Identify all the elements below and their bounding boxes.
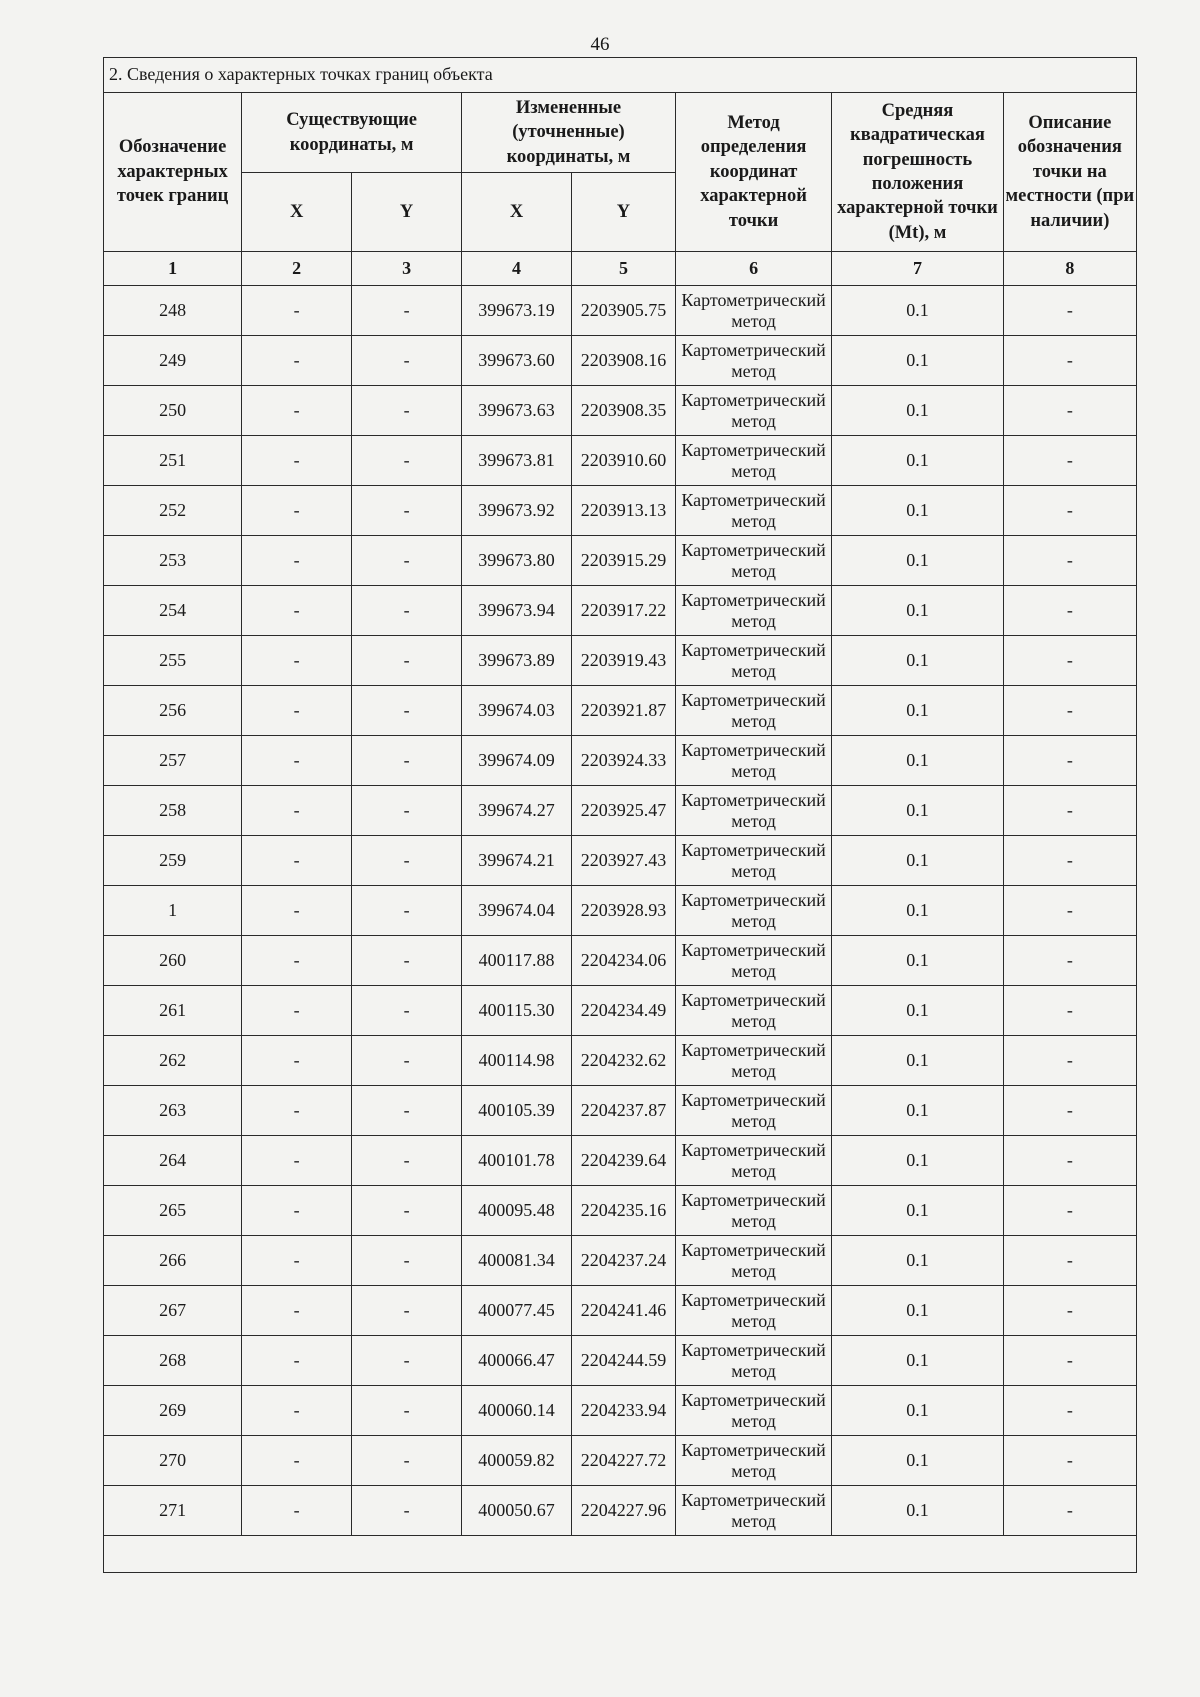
existing-x-cell: - — [242, 486, 352, 536]
existing-y-cell: - — [352, 1036, 462, 1086]
error-cell: 0.1 — [832, 1186, 1003, 1236]
existing-x-cell: - — [242, 786, 352, 836]
existing-x-cell: - — [242, 1186, 352, 1236]
description-cell: - — [1003, 436, 1136, 486]
error-cell: 0.1 — [832, 786, 1003, 836]
description-cell: - — [1003, 1236, 1136, 1286]
description-cell: - — [1003, 936, 1136, 986]
method-cell: Картометрический метод — [675, 1186, 831, 1236]
existing-y-cell: - — [352, 1186, 462, 1236]
changed-x-cell: 400105.39 — [462, 1086, 572, 1136]
point-id-cell: 1 — [104, 886, 242, 936]
changed-x-cell: 399674.09 — [462, 736, 572, 786]
table-row — [104, 1036, 1137, 1086]
table-row — [104, 886, 1137, 936]
error-cell: 0.1 — [832, 1436, 1003, 1486]
changed-y-cell: 2204237.87 — [572, 1086, 676, 1136]
method-cell: Картометрический метод — [675, 586, 831, 636]
method-cell: Картометрический метод — [675, 686, 831, 736]
description-cell: - — [1003, 886, 1136, 936]
point-id-cell: 251 — [104, 436, 242, 486]
error-cell: 0.1 — [832, 586, 1003, 636]
error-cell: 0.1 — [832, 836, 1003, 886]
point-id-cell: 267 — [104, 1286, 242, 1336]
existing-y-cell: - — [352, 1236, 462, 1286]
table-row — [104, 686, 1137, 736]
table-row — [104, 1236, 1137, 1286]
existing-y-cell: - — [352, 1086, 462, 1136]
description-cell: - — [1003, 586, 1136, 636]
point-id-cell: 269 — [104, 1386, 242, 1436]
header-changed-y: Y — [572, 173, 676, 252]
point-id-cell: 265 — [104, 1186, 242, 1236]
description-cell: - — [1003, 536, 1136, 586]
column-number-row — [104, 252, 1137, 286]
column-number: 8 — [1003, 252, 1136, 286]
error-cell: 0.1 — [832, 386, 1003, 436]
changed-y-cell: 2203921.87 — [572, 686, 676, 736]
description-cell: - — [1003, 836, 1136, 886]
changed-x-cell: 399673.19 — [462, 286, 572, 336]
header-existing-y: Y — [352, 173, 462, 252]
table-row — [104, 386, 1137, 436]
existing-x-cell: - — [242, 836, 352, 886]
header-error: Средняя квадратическая погрешность положения характерной точки (Mt), м — [832, 93, 1003, 252]
existing-y-cell: - — [352, 386, 462, 436]
table-row — [104, 336, 1137, 386]
error-cell: 0.1 — [832, 1286, 1003, 1336]
header-existing-coordinates: Существующие координаты, м — [242, 93, 462, 173]
changed-x-cell: 400114.98 — [462, 1036, 572, 1086]
changed-x-cell: 400059.82 — [462, 1436, 572, 1486]
method-cell: Картометрический метод — [675, 1336, 831, 1386]
method-cell: Картометрический метод — [675, 786, 831, 836]
error-cell: 0.1 — [832, 686, 1003, 736]
existing-x-cell: - — [242, 1086, 352, 1136]
error-cell: 0.1 — [832, 1486, 1003, 1536]
table-row — [104, 1186, 1137, 1236]
column-number: 1 — [104, 252, 242, 286]
table-row — [104, 586, 1137, 636]
changed-x-cell: 399673.63 — [462, 386, 572, 436]
existing-x-cell: - — [242, 1486, 352, 1536]
existing-x-cell: - — [242, 936, 352, 986]
changed-y-cell: 2204239.64 — [572, 1136, 676, 1186]
table-row — [104, 736, 1137, 786]
existing-y-cell: - — [352, 1136, 462, 1186]
existing-y-cell: - — [352, 1486, 462, 1536]
existing-y-cell: - — [352, 536, 462, 586]
existing-x-cell: - — [242, 1136, 352, 1186]
point-id-cell: 253 — [104, 536, 242, 586]
method-cell: Картометрический метод — [675, 636, 831, 686]
empty-footer-cell — [104, 1536, 1137, 1573]
table-row — [104, 636, 1137, 686]
column-number: 6 — [675, 252, 831, 286]
changed-x-cell: 399674.03 — [462, 686, 572, 736]
existing-y-cell: - — [352, 836, 462, 886]
column-number: 2 — [242, 252, 352, 286]
existing-y-cell: - — [352, 486, 462, 536]
existing-x-cell: - — [242, 986, 352, 1036]
existing-y-cell: - — [352, 686, 462, 736]
error-cell: 0.1 — [832, 1336, 1003, 1386]
column-number: 5 — [572, 252, 676, 286]
existing-x-cell: - — [242, 386, 352, 436]
changed-x-cell: 399674.27 — [462, 786, 572, 836]
method-cell: Картометрический метод — [675, 886, 831, 936]
method-cell: Картометрический метод — [675, 1436, 831, 1486]
method-cell: Картометрический метод — [675, 486, 831, 536]
point-id-cell: 256 — [104, 686, 242, 736]
description-cell: - — [1003, 986, 1136, 1036]
changed-x-cell: 399673.81 — [462, 436, 572, 486]
existing-x-cell: - — [242, 586, 352, 636]
changed-y-cell: 2203919.43 — [572, 636, 676, 686]
error-cell: 0.1 — [832, 1136, 1003, 1186]
changed-x-cell: 399673.92 — [462, 486, 572, 536]
method-cell: Картометрический метод — [675, 1386, 831, 1436]
table-footer-row — [104, 1536, 1137, 1573]
changed-x-cell: 400115.30 — [462, 986, 572, 1036]
changed-y-cell: 2203905.75 — [572, 286, 676, 336]
error-cell: 0.1 — [832, 936, 1003, 986]
description-cell: - — [1003, 1286, 1136, 1336]
description-cell: - — [1003, 636, 1136, 686]
method-cell: Картометрический метод — [675, 986, 831, 1036]
table-row — [104, 436, 1137, 486]
description-cell: - — [1003, 336, 1136, 386]
changed-y-cell: 2203928.93 — [572, 886, 676, 936]
existing-x-cell: - — [242, 1436, 352, 1486]
changed-y-cell: 2204227.72 — [572, 1436, 676, 1486]
table-row — [104, 1286, 1137, 1336]
error-cell: 0.1 — [832, 286, 1003, 336]
method-cell: Картометрический метод — [675, 536, 831, 586]
error-cell: 0.1 — [832, 1386, 1003, 1436]
table-row — [104, 786, 1137, 836]
description-cell: - — [1003, 786, 1136, 836]
description-cell: - — [1003, 486, 1136, 536]
table-row — [104, 1436, 1137, 1486]
existing-y-cell: - — [352, 336, 462, 386]
column-number: 3 — [352, 252, 462, 286]
section-title: 2. Сведения о характерных точках границ объекта — [104, 58, 1137, 93]
changed-x-cell: 399673.80 — [462, 536, 572, 586]
table-row — [104, 1386, 1137, 1436]
method-cell: Картометрический метод — [675, 736, 831, 786]
description-cell: - — [1003, 1386, 1136, 1436]
changed-x-cell: 400095.48 — [462, 1186, 572, 1236]
existing-x-cell: - — [242, 1236, 352, 1286]
changed-y-cell: 2204237.24 — [572, 1236, 676, 1286]
table-row — [104, 936, 1137, 986]
changed-x-cell: 400060.14 — [462, 1386, 572, 1436]
existing-y-cell: - — [352, 436, 462, 486]
error-cell: 0.1 — [832, 536, 1003, 586]
existing-x-cell: - — [242, 886, 352, 936]
changed-y-cell: 2204234.49 — [572, 986, 676, 1036]
error-cell: 0.1 — [832, 736, 1003, 786]
changed-y-cell: 2203925.47 — [572, 786, 676, 836]
method-cell: Картометрический метод — [675, 1086, 831, 1136]
header-changed-x: X — [462, 173, 572, 252]
column-number: 4 — [462, 252, 572, 286]
method-cell: Картометрический метод — [675, 286, 831, 336]
changed-y-cell: 2204233.94 — [572, 1386, 676, 1436]
table-row — [104, 1136, 1137, 1186]
existing-y-cell: - — [352, 586, 462, 636]
method-cell: Картометрический метод — [675, 336, 831, 386]
existing-x-cell: - — [242, 1336, 352, 1386]
point-id-cell: 263 — [104, 1086, 242, 1136]
existing-y-cell: - — [352, 786, 462, 836]
point-id-cell: 257 — [104, 736, 242, 786]
description-cell: - — [1003, 1336, 1136, 1386]
changed-x-cell: 400077.45 — [462, 1286, 572, 1336]
method-cell: Картометрический метод — [675, 1236, 831, 1286]
description-cell: - — [1003, 1436, 1136, 1486]
existing-y-cell: - — [352, 1286, 462, 1336]
method-cell: Картометрический метод — [675, 936, 831, 986]
header-method: Метод определения координат характерной точки — [675, 93, 831, 252]
error-cell: 0.1 — [832, 1236, 1003, 1286]
existing-y-cell: - — [352, 736, 462, 786]
point-id-cell: 270 — [104, 1436, 242, 1486]
changed-x-cell: 400117.88 — [462, 936, 572, 986]
point-id-cell: 252 — [104, 486, 242, 536]
changed-y-cell: 2203924.33 — [572, 736, 676, 786]
description-cell: - — [1003, 736, 1136, 786]
existing-x-cell: - — [242, 286, 352, 336]
point-id-cell: 259 — [104, 836, 242, 886]
description-cell: - — [1003, 1136, 1136, 1186]
existing-y-cell: - — [352, 986, 462, 1036]
existing-x-cell: - — [242, 1286, 352, 1336]
existing-y-cell: - — [352, 1386, 462, 1436]
changed-y-cell: 2203910.60 — [572, 436, 676, 486]
existing-y-cell: - — [352, 1436, 462, 1486]
point-id-cell: 262 — [104, 1036, 242, 1086]
existing-x-cell: - — [242, 1036, 352, 1086]
page-number: 46 — [590, 34, 610, 55]
existing-y-cell: - — [352, 286, 462, 336]
header-changed-coordinates: Измененные (уточненные) координаты, м — [462, 93, 676, 173]
changed-x-cell: 399674.04 — [462, 886, 572, 936]
existing-x-cell: - — [242, 636, 352, 686]
method-cell: Картометрический метод — [675, 1136, 831, 1186]
error-cell: 0.1 — [832, 486, 1003, 536]
method-cell: Картометрический метод — [675, 1036, 831, 1086]
error-cell: 0.1 — [832, 336, 1003, 386]
description-cell: - — [1003, 1036, 1136, 1086]
table-row — [104, 986, 1137, 1036]
description-cell: - — [1003, 1086, 1136, 1136]
error-cell: 0.1 — [832, 636, 1003, 686]
existing-x-cell: - — [242, 1386, 352, 1436]
method-cell: Картометрический метод — [675, 386, 831, 436]
existing-x-cell: - — [242, 536, 352, 586]
method-cell: Картометрический метод — [675, 436, 831, 486]
point-id-cell: 250 — [104, 386, 242, 436]
point-id-cell: 264 — [104, 1136, 242, 1186]
changed-y-cell: 2204235.16 — [572, 1186, 676, 1236]
error-cell: 0.1 — [832, 986, 1003, 1036]
table-row — [104, 1336, 1137, 1386]
changed-x-cell: 399673.94 — [462, 586, 572, 636]
method-cell: Картометрический метод — [675, 1286, 831, 1336]
error-cell: 0.1 — [832, 1036, 1003, 1086]
point-id-cell: 248 — [104, 286, 242, 336]
changed-y-cell: 2203908.16 — [572, 336, 676, 386]
method-cell: Картометрический метод — [675, 1486, 831, 1536]
point-id-cell: 249 — [104, 336, 242, 386]
changed-x-cell: 400081.34 — [462, 1236, 572, 1286]
existing-y-cell: - — [352, 636, 462, 686]
changed-y-cell: 2203908.35 — [572, 386, 676, 436]
point-id-cell: 260 — [104, 936, 242, 986]
changed-y-cell: 2204234.06 — [572, 936, 676, 986]
changed-y-cell: 2204227.96 — [572, 1486, 676, 1536]
method-cell: Картометрический метод — [675, 836, 831, 886]
changed-x-cell: 399673.89 — [462, 636, 572, 686]
point-id-cell: 261 — [104, 986, 242, 1036]
existing-x-cell: - — [242, 336, 352, 386]
changed-x-cell: 400101.78 — [462, 1136, 572, 1186]
changed-y-cell: 2203917.22 — [572, 586, 676, 636]
error-cell: 0.1 — [832, 1086, 1003, 1136]
existing-x-cell: - — [242, 686, 352, 736]
table-row — [104, 1486, 1137, 1536]
table-row — [104, 1086, 1137, 1136]
description-cell: - — [1003, 686, 1136, 736]
header-designation: Обозначение характерных точек границ — [104, 93, 242, 252]
point-id-cell: 258 — [104, 786, 242, 836]
existing-y-cell: - — [352, 936, 462, 986]
existing-y-cell: - — [352, 886, 462, 936]
error-cell: 0.1 — [832, 436, 1003, 486]
table-row — [104, 536, 1137, 586]
changed-x-cell: 399673.60 — [462, 336, 572, 386]
changed-y-cell: 2203927.43 — [572, 836, 676, 886]
point-id-cell: 266 — [104, 1236, 242, 1286]
existing-x-cell: - — [242, 736, 352, 786]
table-row — [104, 836, 1137, 886]
description-cell: - — [1003, 1486, 1136, 1536]
table-row — [104, 486, 1137, 536]
point-id-cell: 271 — [104, 1486, 242, 1536]
existing-x-cell: - — [242, 436, 352, 486]
point-id-cell: 254 — [104, 586, 242, 636]
boundary-points-table — [103, 57, 1137, 1573]
existing-y-cell: - — [352, 1336, 462, 1386]
description-cell: - — [1003, 386, 1136, 436]
table-row — [104, 286, 1137, 336]
point-id-cell: 268 — [104, 1336, 242, 1386]
changed-x-cell: 399674.21 — [462, 836, 572, 886]
changed-x-cell: 400050.67 — [462, 1486, 572, 1536]
changed-y-cell: 2204244.59 — [572, 1336, 676, 1386]
changed-y-cell: 2204232.62 — [572, 1036, 676, 1086]
point-id-cell: 255 — [104, 636, 242, 686]
changed-y-cell: 2204241.46 — [572, 1286, 676, 1336]
changed-y-cell: 2203915.29 — [572, 536, 676, 586]
error-cell: 0.1 — [832, 886, 1003, 936]
column-number: 7 — [832, 252, 1003, 286]
description-cell: - — [1003, 1186, 1136, 1236]
header-existing-x: X — [242, 173, 352, 252]
changed-x-cell: 400066.47 — [462, 1336, 572, 1386]
header-description: Описание обозначения точки на местности (при наличии) — [1003, 93, 1136, 252]
description-cell: - — [1003, 286, 1136, 336]
changed-y-cell: 2203913.13 — [572, 486, 676, 536]
